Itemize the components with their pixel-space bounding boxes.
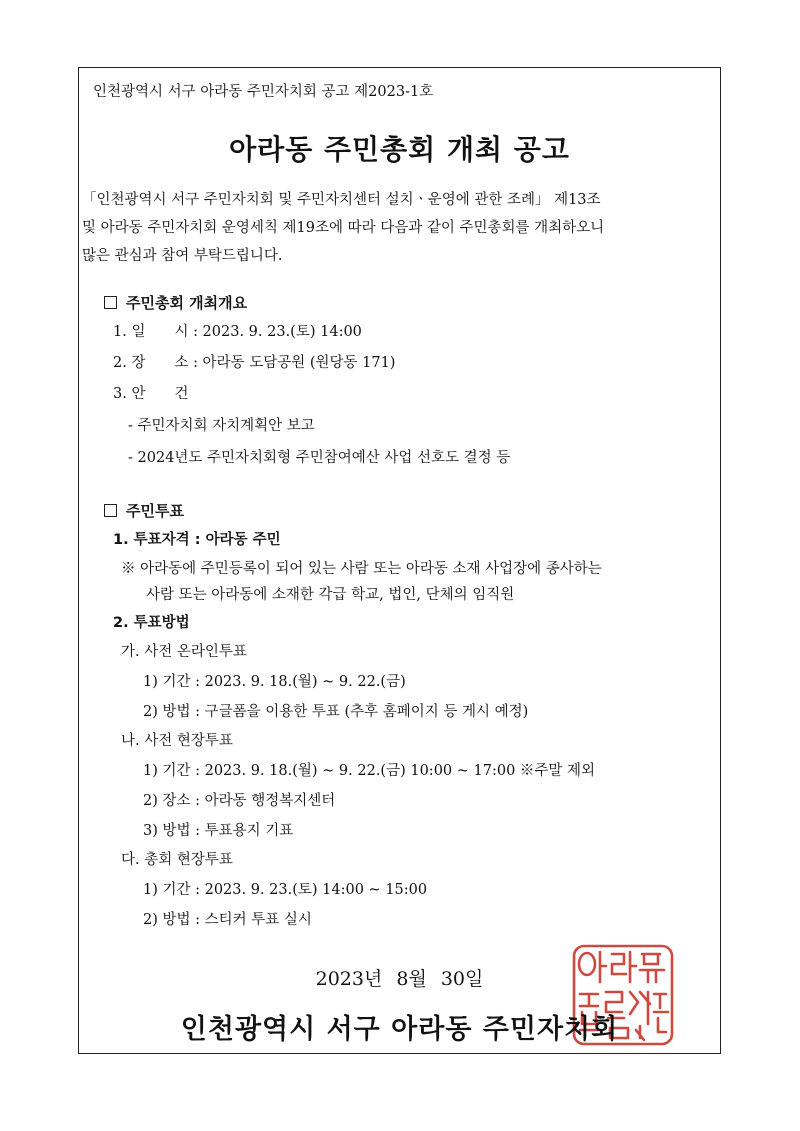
method-onsite-period: 1) 기간 : 2023. 9. 18.(월) ~ 9. 22.(금) 10:00 ~ 17:00 ※주말 제외 (143, 763, 596, 779)
section-heading-vote (104, 501, 184, 521)
method-assembly-how: 2) 방법 : 스티커 투표 실시 (143, 912, 312, 928)
intro-paragraph (82, 186, 707, 270)
method-online-label: 가. 사전 온라인투표 (121, 644, 247, 660)
issuing-organization: 인천광역시 서구 아라동 주민자치회 (180, 1014, 619, 1045)
section-heading-overview (104, 293, 247, 313)
method-onsite-label: 나. 사전 현장투표 (121, 733, 233, 749)
agenda-item: - 2024년도 주민자치회형 주민참여예산 사업 선호도 결정 등 (128, 450, 511, 466)
checkbox-square-icon (104, 296, 117, 309)
vote-eligibility: 1. 투표자격 : 아라동 주민 (113, 532, 281, 548)
overview-place: 2. 장 소 : 아라동 도담공원 (원당동 171) (113, 355, 396, 371)
intro-line: 「인천광역시 서구 주민자치회 및 주민자치센터 설치ㆍ운영에 관한 조례」 제13조 (82, 192, 601, 208)
agenda-item: - 주민자치회 자치계획안 보고 (128, 418, 315, 434)
section-heading-text: 주민투표 (126, 502, 184, 520)
method-assembly-period: 1) 기간 : 2023. 9. 23.(토) 14:00 ~ 15:00 (143, 882, 428, 898)
overview-datetime: 1. 일 시 : 2023. 9. 23.(토) 14:00 (113, 324, 362, 340)
method-onsite-place: 2) 장소 : 아라동 행정복지센터 (143, 793, 336, 809)
checkbox-square-icon (104, 504, 117, 517)
page-title: 아라동 주민총회 개최 공고 (229, 133, 570, 166)
method-online-period: 1) 기간 : 2023. 9. 18.(월) ~ 9. 22.(금) (143, 674, 406, 690)
overview-agenda-label: 3. 안 건 (113, 386, 189, 402)
method-onsite-how: 3) 방법 : 투표용지 기표 (143, 823, 294, 839)
intro-line: 많은 관심과 참여 부탁드립니다. (82, 248, 283, 264)
eligibility-note: ※ 아라동에 주민등록이 되어 있는 사람 또는 아라동 소재 사업장에 종사하는 (121, 561, 602, 577)
notice-number: 인천광역시 서구 아라동 주민자치회 공고 제2023-1호 (93, 84, 434, 100)
section-heading-text: 주민총회 개최개요 (126, 294, 248, 312)
method-online-how: 2) 방법 : 구글폼을 이용한 투표 (추후 홈페이지 등 게시 예정) (143, 704, 529, 720)
vote-method: 2. 투표방법 (113, 615, 190, 631)
eligibility-note: 사람 또는 아라동에 소재한 각급 학교, 법인, 단체의 임직원 (146, 587, 515, 603)
method-assembly-label: 다. 총회 현장투표 (121, 852, 233, 868)
notice-date: 2023년 8월 30일 (315, 968, 484, 990)
intro-line: 및 아라동 주민자치회 운영세칙 제19조에 따라 다음과 같이 주민총회를 개최하오니 (82, 220, 605, 236)
